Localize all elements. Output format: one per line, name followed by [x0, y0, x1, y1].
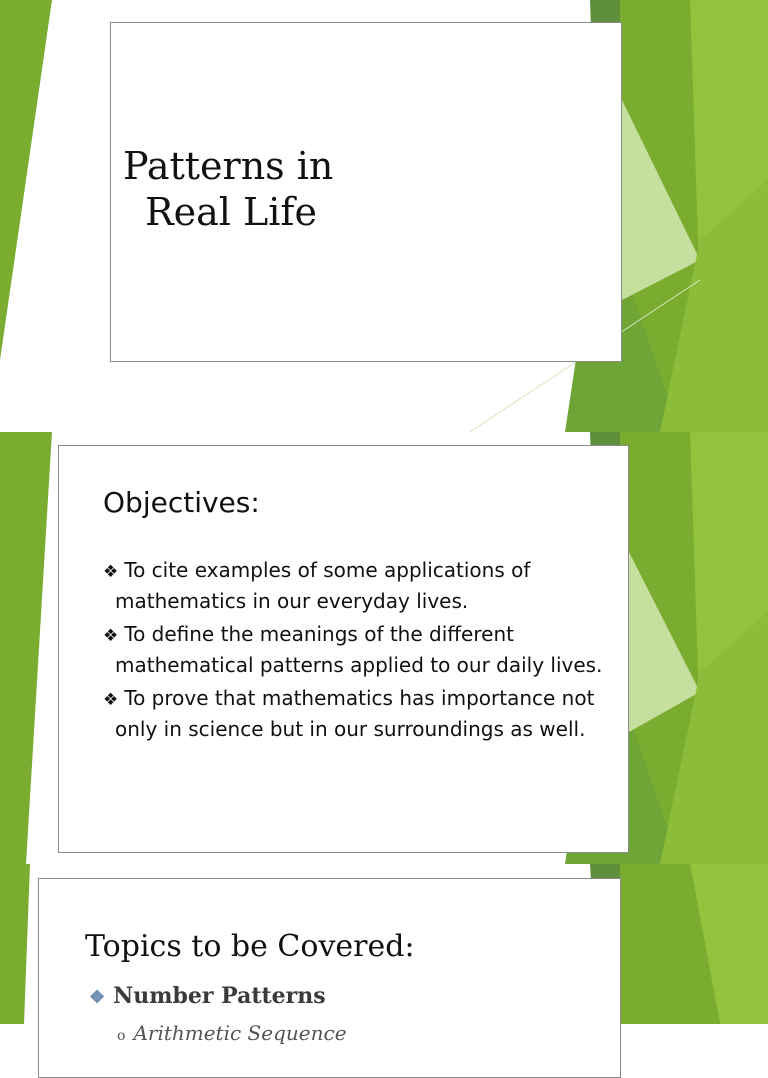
topics-heading: Topics to be Covered:: [85, 929, 415, 964]
slide-title-line-1: Patterns in: [123, 144, 334, 188]
circle-bullet-icon: o: [117, 1028, 126, 1044]
objective-item: ❖ To cite examples of some applications of mathematics in our everyday lives.: [103, 558, 531, 613]
slide-3: [0, 864, 768, 1045]
diamond-bullet-icon: ❖: [103, 562, 119, 582]
slide-title: [123, 143, 523, 235]
topic-subitem: o Arithmetic Sequence: [117, 1021, 347, 1045]
title-slide-card: [110, 22, 622, 362]
topic-item: ❖ Number Patterns: [89, 983, 326, 1009]
objectives-heading: Objectives:: [103, 486, 260, 519]
objectives-slide-card: [58, 445, 629, 853]
slide-title-line-2: Real Life: [145, 190, 317, 234]
slide-2: [0, 432, 768, 864]
diamond-bullet-icon: ❖: [89, 987, 106, 1008]
diamond-bullet-icon: ❖: [103, 626, 119, 646]
topics-slide-card: [38, 878, 621, 1078]
objectives-list: [103, 556, 613, 748]
diamond-bullet-icon: ❖: [103, 690, 119, 710]
slide-1: [0, 0, 768, 432]
objective-item: ❖ To define the meanings of the different mathematical patterns applied to our daily lives.: [103, 622, 603, 677]
objective-item: ❖ To prove that mathematics has importance not only in science but in our surroundings as well.: [103, 686, 595, 741]
